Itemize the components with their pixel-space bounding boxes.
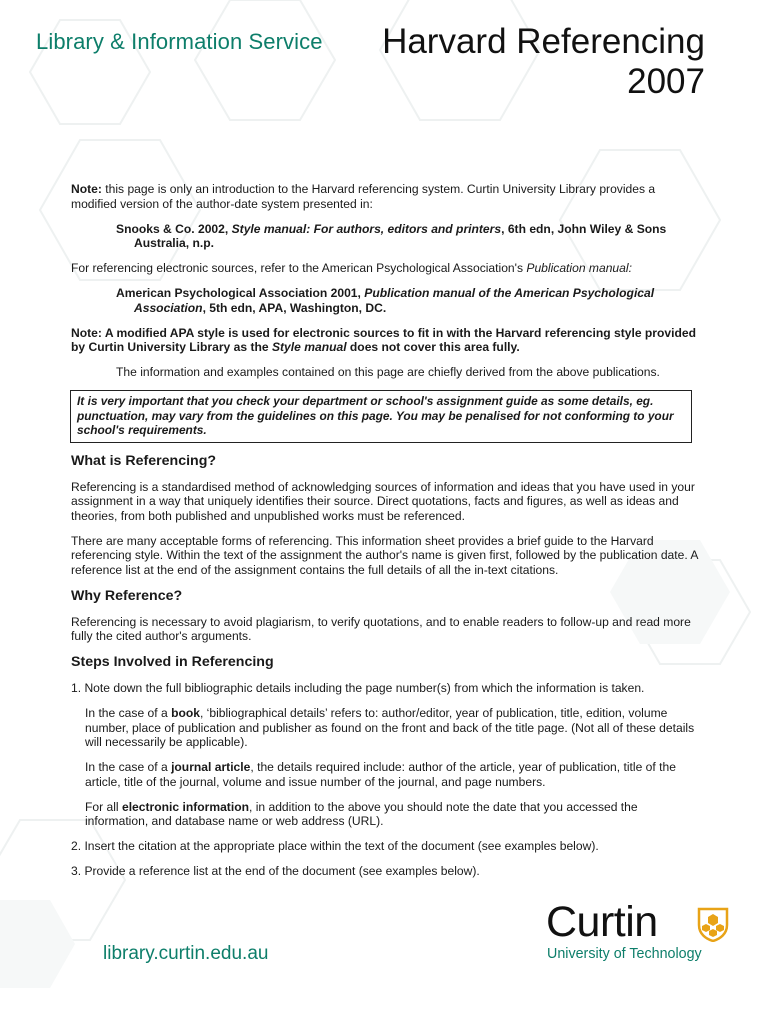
book-intro: In the case of a (85, 706, 172, 720)
title-line-2: 2007 (627, 62, 705, 101)
why-paragraph: Referencing is necessary to avoid plagiarism, to verify quotations, and to enable readers to follow-up and read more fully the cited author's arguments. (71, 614, 691, 643)
ref2-author: American Psychological Association 2001, (116, 286, 365, 300)
note-text: this page is only an introduction to the Harvard referencing system. Curtin University Library provides a modified version of the author-date system presented in: (71, 182, 656, 211)
logo-wordmark: Curtin (546, 898, 658, 946)
logo-subtitle: University of Technology (547, 946, 702, 962)
apa-note-text: Note: A modified APA style is used for electronic sources to fit in with the Harvard referencing style provided by Curtin University Library as the (71, 325, 696, 354)
derived-statement: The information and examples contained on this page are chiefly derived from the above publications. (116, 365, 660, 379)
step-electronic (85, 800, 699, 829)
electronic-info-details: , in addition to the above you should note the date that you accessed the information, and database name or web address (URL). (85, 799, 638, 828)
step-1: 1. Note down the full bibliographic details including the page number(s) from which the information is taken. (71, 681, 645, 695)
step-2: 2. Insert the citation at the appropriate place within the text of the document (see examples below). (71, 839, 599, 853)
curtin-logo (546, 898, 736, 966)
book-term: book (171, 706, 200, 720)
ref2-details: , 5th edn, APA, Washington, DC. (202, 300, 387, 315)
heading-what-is-referencing: What is Referencing? (71, 452, 217, 469)
electronic-text: For referencing electronic sources, refer to the American Psychological Association's (71, 261, 527, 275)
reference-apa-manual (116, 286, 699, 315)
apa-note-end: does not cover this area fully. (346, 340, 520, 354)
ref1-title: Style manual: For authors, editors and printers (231, 221, 502, 236)
apa-style-note (71, 326, 699, 355)
what-is-paragraph-1: Referencing is a standardised method of acknowledging sources of information and ideas that you have used in your assignment in a way that uniquely identifies their source. Direct quotations, facts and figures, as well as ideas and theories, from both published and unpublished works must be referenced. (71, 479, 695, 523)
book-details: , ‘bibliographical details’ refers to: author/editor, year of publication, title, edition, volume number, place of publication and publisher as found on the front and back of the title page. (Not all of these details will necessarily be applicable). (85, 706, 695, 749)
ref1-author: Snooks & Co. 2002, (116, 221, 232, 236)
reference-style-manual (116, 222, 699, 251)
electronic-sources-note (71, 261, 699, 276)
electronic-manual: Publication manual: (526, 261, 632, 275)
note-lead: Note: (71, 182, 102, 196)
what-is-paragraph-2: There are many acceptable forms of referencing. This information sheet provides a brief guide to the Harvard referencing style. Within the text of the assignment the author's name is given first, followed by the publication date. A reference list at the end of the assignment contains the full details of all the in-text citations. (71, 533, 698, 577)
main-content (71, 182, 699, 889)
library-url: library.curtin.edu.au (103, 943, 269, 964)
journal-term: journal article (171, 760, 251, 774)
journal-intro: In the case of a (85, 760, 172, 774)
step-3: 3. Provide a reference list at the end of the document (see examples below). (71, 864, 480, 878)
heading-steps: Steps Involved in Referencing (71, 654, 274, 670)
step-journal (85, 760, 699, 789)
ref1-details: , 6th edn, John Wiley & Sons Australia, n.p. (134, 221, 667, 250)
intro-note (71, 182, 699, 211)
apa-note-manual: Style manual (271, 340, 347, 354)
journal-details: , the details required include: author of the article, year of publication, title of the article, title of the journal, volume and issue number of the journal, and page numbers. (85, 760, 676, 789)
warning-box: It is very important that you check your department or school's assignment guide as some details, eg. punctuation, may vary from the guidelines on this page. You may be penalised for not conforming to your school's requirements. (70, 390, 692, 443)
ref2-title: Publication manual of the American Psychological Association (134, 286, 655, 315)
electronic-info-term: electronic information (121, 799, 249, 814)
service-name: Library & Information Service (36, 29, 323, 54)
crest-icon (697, 907, 729, 942)
document-title (382, 22, 705, 102)
heading-why-reference: Why Reference? (71, 587, 183, 604)
electronic-info-intro: For all (85, 799, 122, 814)
title-line-1: Harvard Referencing (382, 22, 705, 61)
step-book (85, 706, 699, 750)
